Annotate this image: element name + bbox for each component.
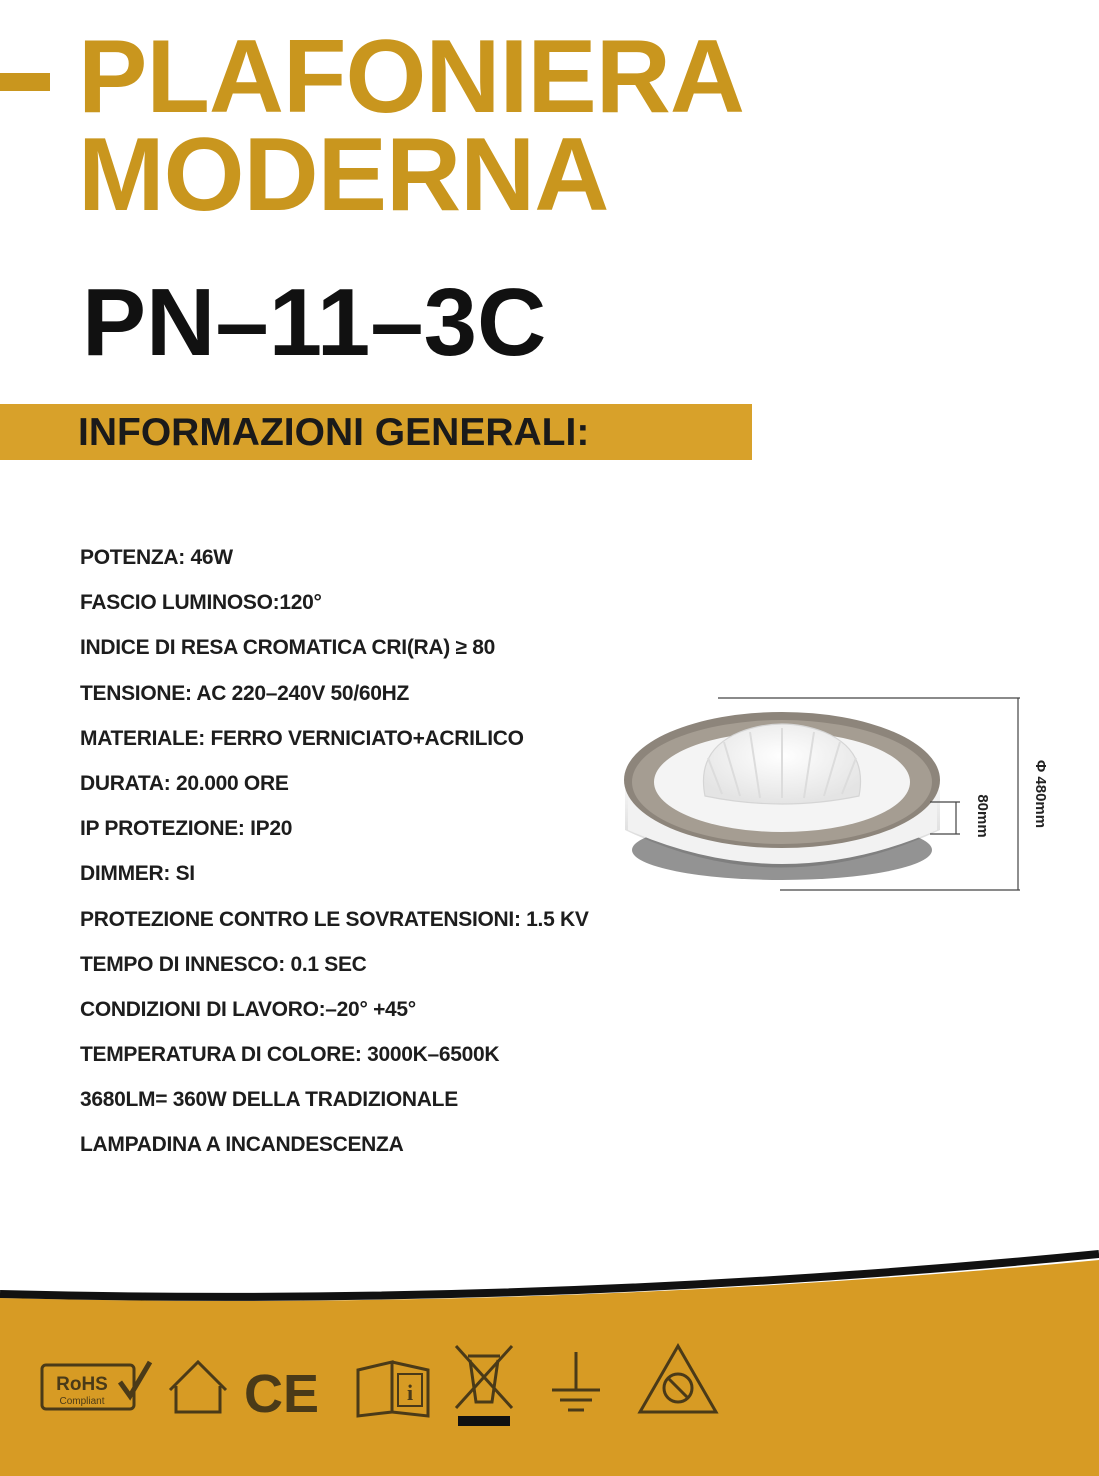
height-dimension-label: 80mm: [974, 794, 991, 838]
spec-item: POTENZA: 46W: [80, 546, 233, 569]
spec-item: PROTEZIONE CONTRO LE SOVRATENSIONI: 1.5 KV: [80, 907, 589, 931]
spec-item: INDICE DI RESA CROMATICA CRI(RA) ≥ 80: [80, 636, 495, 660]
ceiling-lamp-image: [624, 712, 940, 880]
rohs-compliant-text: Compliant: [59, 1396, 105, 1407]
lamp-diagram: [600, 680, 1070, 910]
diameter-dimension-label: Φ 480mm: [1032, 759, 1049, 829]
product-title: [78, 19, 744, 233]
title-line-1: PLAFONIERA: [78, 19, 744, 135]
spec-item: TENSIONE: AC 220–240V 50/60HZ: [80, 681, 410, 705]
spec-item: FASCIO LUMINOSO:120°: [80, 591, 322, 615]
spec-item: TEMPERATURA DI COLORE: 3000K–6500K: [80, 1043, 500, 1067]
spec-item: CONDIZIONI DI LAVORO:–20° +45°: [80, 997, 416, 1021]
manual-info-letter: i: [406, 1380, 414, 1405]
footer-band: [0, 1240, 1099, 1476]
spec-item: MATERIALE: FERRO VERNICIATO+ACRILICO: [80, 726, 524, 750]
model-code: PN–11–3C: [82, 269, 547, 376]
spec-item: DIMMER: SI: [80, 862, 195, 886]
spec-item: DURATA: 20.000 ORE: [80, 771, 289, 795]
section-title: INFORMAZIONI GENERALI:: [78, 411, 590, 454]
spec-item: IP PROTEZIONE: IP20: [80, 817, 293, 841]
ce-icon: CE: [244, 1364, 320, 1424]
spec-item: LAMPADINA A INCANDESCENZA: [80, 1133, 404, 1157]
rohs-text: RoHS: [56, 1374, 108, 1395]
title-line-2: MODERNA: [78, 117, 609, 233]
title-dash: [0, 73, 50, 91]
spec-list: [80, 540, 589, 1173]
spec-item: 3680LM= 360W DELLA TRADIZIONALE: [80, 1088, 458, 1112]
spec-item: TEMPO DI INNESCO: 0.1 SEC: [80, 952, 367, 976]
